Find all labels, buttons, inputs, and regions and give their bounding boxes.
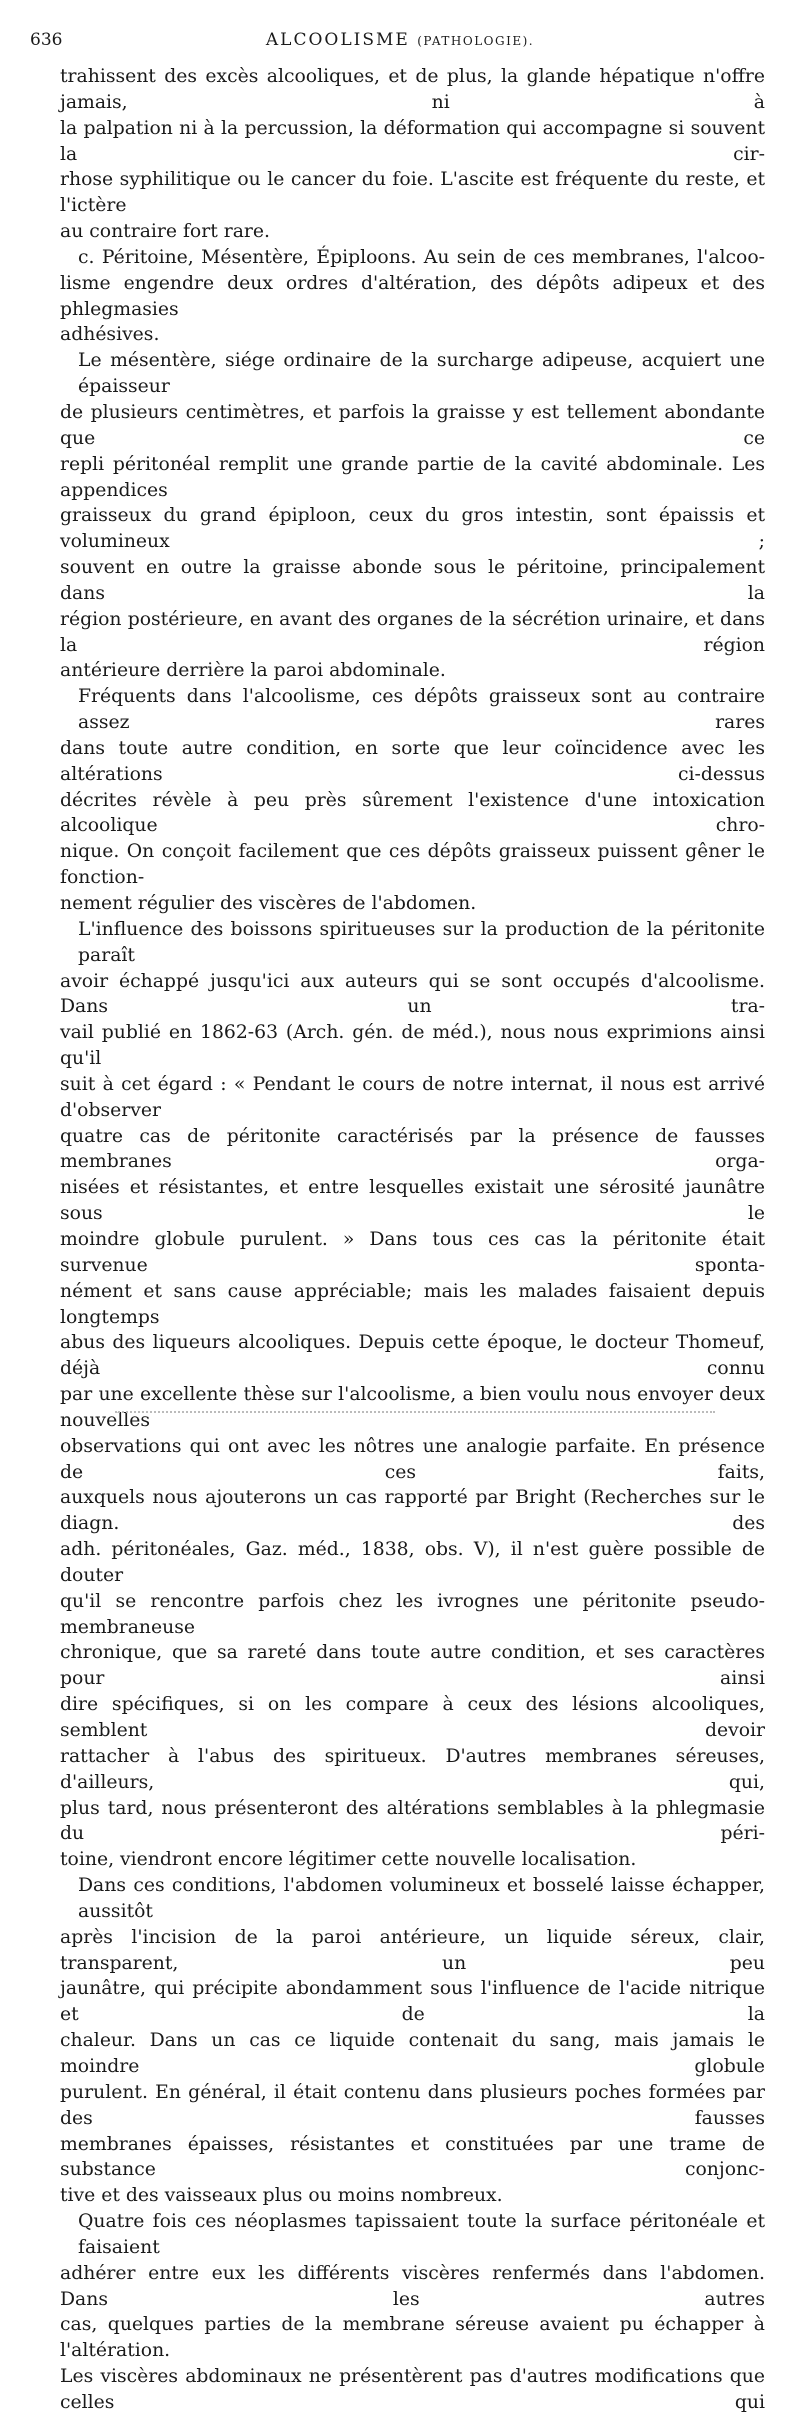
- text-line: adh. péritonéales, Gaz. méd., 1838, obs. V), il n'est guère possible de douter: [60, 1539, 765, 1586]
- text-line: antérieure derrière la paroi abdominale.: [60, 660, 446, 682]
- bottom-smudge-rule: [115, 1411, 715, 1416]
- text-line: abus des liqueurs alcooliques. Depuis cette époque, le docteur Thomeuf, déjà connu: [60, 1332, 765, 1380]
- running-title-sub: (PATHOLOGIE).: [417, 34, 535, 48]
- text-line: jaunâtre, qui précipite abondamment sous l'influence de l'acide nitrique et de la: [60, 1978, 765, 2026]
- body-text: [60, 64, 765, 2416]
- page-number: 636: [30, 30, 63, 50]
- text-line: la palpation ni à la percussion, la déformation qui accompagne si souvent la cir-: [60, 117, 765, 165]
- paragraph: [60, 2209, 765, 2416]
- paragraph: [60, 917, 765, 1873]
- text-line: nement régulier des viscères de l'abdomen.: [60, 893, 477, 914]
- paragraph: [60, 64, 765, 245]
- paragraph: [60, 245, 765, 348]
- text-line: plus tard, nous présenteront des altérations semblables à la phlegmasie du péri-: [60, 1797, 765, 1845]
- text-line: purulent. En général, il était contenu dans plusieurs poches formées par des fausses: [60, 2081, 765, 2129]
- text-line: chronique, que sa rareté dans toute autre condition, et ses caractères pour ainsi: [60, 1642, 765, 1690]
- page-header: [30, 30, 770, 56]
- text-line: adhérer entre eux les différents viscères renfermés dans l'abdomen. Dans les autres: [60, 2262, 765, 2310]
- text-line: dire spécifiques, si on les compare à ceux des lésions alcooliques, semblent devoir: [60, 1694, 765, 1741]
- text-line: Dans ces conditions, l'abdomen volumineux et bosselé laisse échapper, aussitôt: [78, 1875, 765, 1922]
- paragraph: [60, 348, 765, 684]
- text-line: cas, quelques parties de la membrane séreuse avaient pu échapper à l'altération.: [60, 2314, 765, 2362]
- running-title: [30, 30, 770, 50]
- text-line: par une excellente thèse sur l'alcoolisme, a bien voulu nous envoyer deux nouvelles: [60, 1384, 765, 1431]
- text-line: L'influence des boissons spiritueuses sur la production de la péritonite paraît: [78, 918, 765, 966]
- text-line: observations qui ont avec les nôtres une analogie parfaite. En présence de ces faits,: [60, 1435, 765, 1483]
- text-line: décrites révèle à peu près sûrement l'existence d'une intoxication alcoolique chro-: [60, 789, 765, 837]
- paragraph: [60, 1873, 765, 2209]
- text-line: nisées et résistantes, et entre lesquelles existait une sérosité jaunâtre sous le: [60, 1177, 765, 1225]
- text-line: repli péritonéal remplit une grande partie de la cavité abdominale. Les appendices: [60, 453, 765, 501]
- text-line: auxquels nous ajouterons un cas rapporté par Bright (Recherches sur le diagn. des: [60, 1487, 765, 1535]
- text-line: vail publié en 1862-63 (Arch. gén. de méd.), nous nous exprimions ainsi qu'il: [60, 1022, 765, 1070]
- text-line: membranes épaisses, résistantes et constituées par une trame de substance conjonc-: [60, 2133, 765, 2181]
- paragraph: [60, 684, 765, 917]
- text-line: rattacher à l'abus des spiritueux. D'autres membranes séreuses, d'ailleurs, qui,: [60, 1745, 765, 1793]
- text-line: Fréquents dans l'alcoolisme, ces dépôts graisseux sont au contraire assez rares: [78, 686, 765, 734]
- running-title-main: ALCOOLISME: [265, 30, 410, 50]
- text-line: adhésives.: [60, 324, 160, 346]
- text-line: avoir échappé jusqu'ici aux auteurs qui se sont occupés d'alcoolisme. Dans un tra-: [60, 970, 765, 1018]
- text-line: c. Péritoine, Mésentère, Épiploons. Au sein de ces membranes, l'alcoo-: [78, 246, 765, 268]
- text-line: rhose syphilitique ou le cancer du foie. L'ascite est fréquente du reste, et l'ictère: [60, 169, 765, 217]
- text-line: nément et sans cause appréciable; mais les malades faisaient depuis longtemps: [60, 1280, 765, 1328]
- text-line: après l'incision de la paroi antérieure, un liquide séreux, clair, transparent, un peu: [60, 1926, 765, 1974]
- text-line: région postérieure, en avant des organes de la sécrétion urinaire, et dans la région: [60, 608, 765, 656]
- text-line: graisseux du grand épiploon, ceux du gros intestin, sont épaissis et volumineux ;: [60, 505, 765, 553]
- text-line: suit à cet égard : « Pendant le cours de notre internat, il nous est arrivé d'observer: [60, 1073, 765, 1121]
- text-line: quatre cas de péritonite caractérisés par la présence de fausses membranes orga-: [60, 1125, 765, 1173]
- text-line: au contraire fort rare.: [60, 221, 270, 243]
- text-line: qu'il se rencontre parfois chez les ivrognes une péritonite pseudo-membraneuse: [60, 1590, 765, 1638]
- text-line: tive et des vaisseaux plus ou moins nombreux.: [60, 2185, 503, 2207]
- text-line: chaleur. Dans un cas ce liquide contenait du sang, mais jamais le moindre globule: [60, 2030, 765, 2077]
- text-line: dans toute autre condition, en sorte que leur coïncidence avec les altérations ci-dessus: [60, 737, 765, 785]
- text-line: Les viscères abdominaux ne présentèrent pas d'autres modifications que celles qui: [60, 2366, 765, 2413]
- text-line: de plusieurs centimètres, et parfois la graisse y est tellement abondante que ce: [60, 401, 765, 449]
- text-line: nique. On conçoit facilement que ces dépôts graisseux puissent gêner le fonction-: [60, 841, 765, 889]
- text-line: trahissent des excès alcooliques, et de plus, la glande hépatique n'offre jamais, ni à: [60, 66, 765, 113]
- text-line: Le mésentère, siége ordinaire de la surcharge adipeuse, acquiert une épaisseur: [78, 350, 765, 398]
- text-line: toine, viendront encore légitimer cette nouvelle localisation.: [60, 1849, 637, 1871]
- text-line: moindre globule purulent. » Dans tous ces cas la péritonite était survenue sponta-: [60, 1228, 765, 1276]
- text-line: souvent en outre la graisse abonde sous le péritoine, principalement dans la: [60, 557, 765, 604]
- text-line: Quatre fois ces néoplasmes tapissaient toute la surface péritonéale et faisaient: [78, 2211, 765, 2258]
- text-line: lisme engendre deux ordres d'altération, des dépôts adipeux et des phlegmasies: [60, 272, 765, 320]
